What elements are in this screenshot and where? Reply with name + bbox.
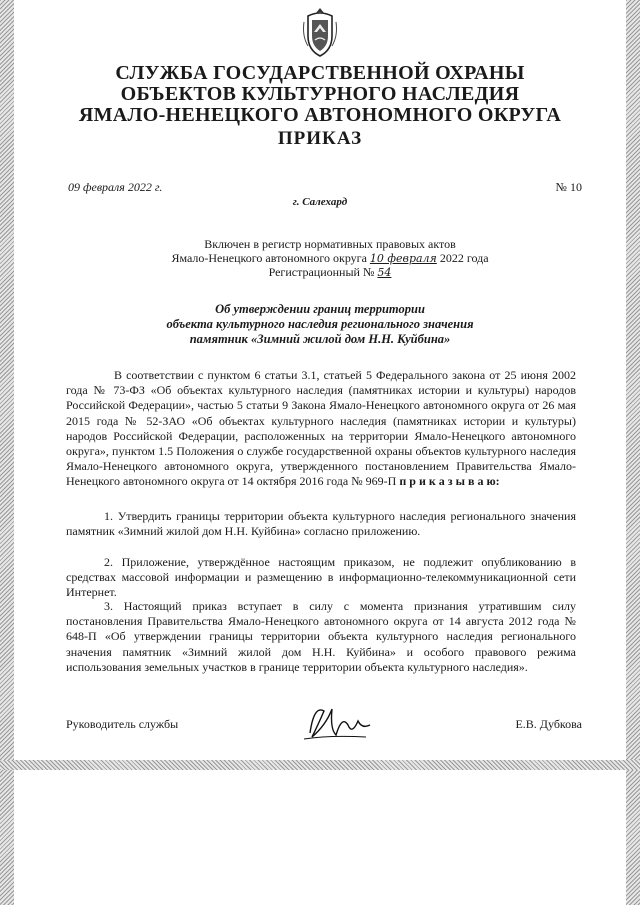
preamble-paragraph bbox=[66, 368, 576, 490]
order-item-1: 1. Утвердить границы территории объекта культурного наследия регионального значения памятник «Зимний жилой дом Н.Н. Куйбина» согласно приложению. bbox=[66, 509, 576, 539]
org-name-line-2: ОБЪЕКТОВ КУЛЬТУРНОГО НАСЛЕДИЯ bbox=[120, 83, 520, 105]
document-number: № 10 bbox=[555, 180, 582, 194]
title-line-3: памятник «Зимний жилой дом Н.Н. Куйбина» bbox=[189, 332, 451, 346]
signatory-name: Е.В. Дубкова bbox=[515, 717, 582, 731]
registry-line-2-suffix: 2022 года bbox=[439, 251, 489, 265]
org-name-line-1: СЛУЖБА ГОСУДАРСТВЕННОЙ ОХРАНЫ bbox=[115, 62, 525, 84]
registry-line-1: Включен в регистр нормативных правовых актов bbox=[204, 237, 456, 251]
preamble-text: В соответствии с пунктом 6 статьи 3.1, статьей 5 Федерального закона от 25 июня 2002 года № 73-ФЗ «Об объектах культурного наследия (памятниках истории и культуры) народов Российской Федерации», частью 5 статьи 9 Закона Ямало-Ненецкого автономного округа от 26 мая 2015 года № 52-ЗАО «Об объектах культурного наследия (памятниках истории и культуры) народов Российской Федерации, расположенных на территории Ямало-Ненецкого автономного округа», пунктом 1.5 Положения о службе государственной охраны объектов культурного наследия Ямало-Ненецкого автономного округа, утвержденного постановлением Правительства Ямало-Ненецкого автономного округа от 14 октября 2016 года № 969-П bbox=[66, 368, 576, 489]
handwritten-registry-number: 54 bbox=[377, 266, 392, 279]
handwritten-signature-icon bbox=[300, 695, 375, 745]
registry-line-2-prefix: Ямало-Ненецкого автономного округа bbox=[171, 251, 367, 265]
title-line-1: Об утверждении границ территории bbox=[215, 302, 425, 316]
registry-line-2 bbox=[130, 251, 530, 266]
order-word: п р и к а з ы в а ю: bbox=[399, 474, 500, 489]
document-city: г. Салехард bbox=[292, 196, 348, 208]
org-name-line-3: ЯМАЛО-НЕНЕЦКОГО АВТОНОМНОГО ОКРУГА bbox=[78, 104, 562, 126]
handwritten-registry-date: 10 февраля bbox=[369, 252, 437, 265]
order-item-3: 3. Настоящий приказ вступает в силу с момента признания утратившим силу постановления Правительства Ямало-Ненецкого автономного округа от 14 августа 2012 года № 648-П «Об утверждении границы территории объекта культурного наследия регионального значения памятник «Зимний жилой дом Н.Н. Куйбина» и особого правового режима использования земельных участков в границе территории объекта культурного наследия». bbox=[66, 599, 576, 674]
title-line-2: объекта культурного наследия регионального значения bbox=[166, 317, 474, 331]
coat-of-arms-icon bbox=[300, 6, 340, 58]
document-date: 09 февраля 2022 г. bbox=[68, 180, 163, 194]
order-item-2: 2. Приложение, утверждённое настоящим приказом, не подлежит опубликованию в средствах массовой информации и размещению в информационно-телекоммуникационной сети Интернет. bbox=[66, 555, 576, 600]
document-type-heading: ПРИКАЗ bbox=[277, 128, 363, 149]
registry-line-3 bbox=[130, 265, 530, 280]
registry-number-label: Регистрационный № bbox=[268, 265, 375, 279]
scan-border-bottom bbox=[0, 760, 640, 770]
signatory-position: Руководитель службы bbox=[66, 717, 179, 731]
